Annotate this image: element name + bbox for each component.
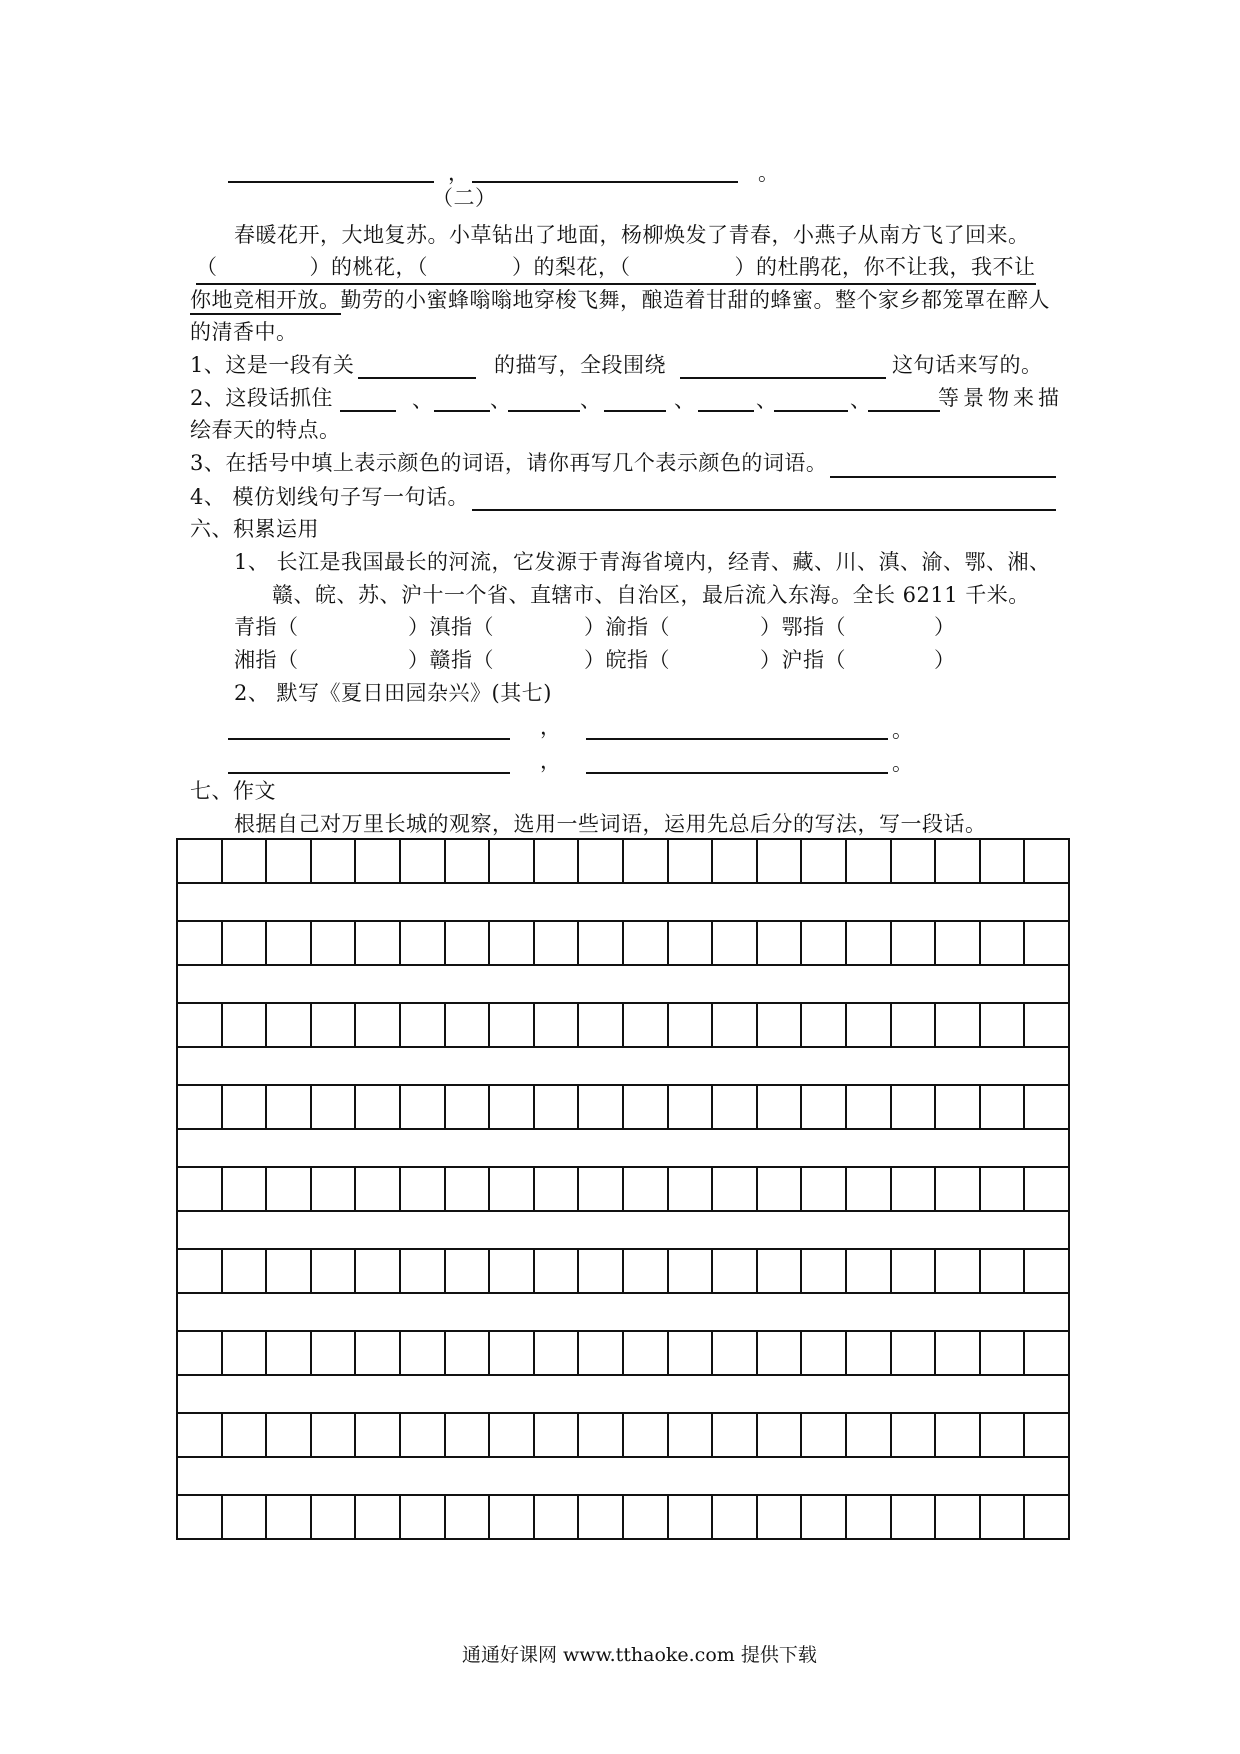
grid-cell[interactable] [533,1086,578,1128]
grid-cell[interactable] [577,1332,622,1374]
grid-cell[interactable] [934,1004,979,1046]
grid-cell[interactable] [221,1086,266,1128]
grid-cell[interactable] [176,1332,221,1374]
grid-cell[interactable] [310,1250,355,1292]
poem-blank[interactable] [228,772,510,774]
grid-cell[interactable] [934,840,979,882]
grid-cell[interactable] [399,922,444,964]
grid-cell[interactable] [488,1004,533,1046]
question-2-suffix: 等景物来描 [938,386,1063,410]
text-fragment: 勤劳的小蜜蜂嗡嗡地穿梭飞舞，酿造着甘甜的蜂蜜。整个家乡都笼罩在醉人 [340,288,1050,312]
grid-cell[interactable] [265,1414,310,1456]
grid-cell[interactable] [176,1496,221,1538]
grid-cell[interactable] [890,1004,935,1046]
grid-cell[interactable] [533,1250,578,1292]
abbr-close: ） [934,615,956,639]
grid-cell[interactable] [533,922,578,964]
grid-cell[interactable] [800,1004,845,1046]
separator: 、 [756,388,778,412]
grid-cell[interactable] [711,1250,756,1292]
footer-text: 通通好课网 www.tthaoke.com 提供下载 [462,1644,817,1666]
grid-cell[interactable] [577,1250,622,1292]
answer-blank[interactable] [604,410,666,412]
grid-cell[interactable] [979,1250,1024,1292]
grid-spacer-row [176,1376,1070,1412]
grid-cell[interactable] [934,1250,979,1292]
text-fragment: ）的杜鹃花，你不让我，我不让 [734,255,1036,279]
grid-spacer-row [176,884,1070,920]
abbr-label-hu: ）沪指（ [760,648,846,672]
grid-cell[interactable] [890,1332,935,1374]
grid-cell[interactable] [667,1004,712,1046]
paragraph-line: 1、 长江是我国最长的河流，它发源于青海省境内，经青、藏、川、滇、渝、鄂、湘、 [234,550,1051,574]
grid-cell[interactable] [399,1168,444,1210]
grid-cell[interactable] [1023,1168,1070,1210]
abbr-label-wan: ）皖指（ [584,648,670,672]
grid-cell[interactable] [711,1004,756,1046]
grid-cell[interactable] [934,1496,979,1538]
grid-cell[interactable] [310,1332,355,1374]
grid-cell[interactable] [444,1086,489,1128]
grid-cell[interactable] [310,1168,355,1210]
grid-row [176,1166,1070,1212]
grid-cell[interactable] [488,1496,533,1538]
grid-cell[interactable] [265,1004,310,1046]
grid-cell[interactable] [800,1332,845,1374]
grid-cell[interactable] [399,1496,444,1538]
grid-cell[interactable] [800,1168,845,1210]
section-heading: 六、积累运用 [190,517,319,541]
paren-open: （ [196,255,218,279]
comma-mark: ， [540,749,562,773]
grid-cell[interactable] [577,1496,622,1538]
grid-spacer-row [176,1294,1070,1330]
grid-row [176,1248,1070,1294]
grid-cell[interactable] [800,1414,845,1456]
grid-cell[interactable] [399,840,444,882]
grid-cell[interactable] [711,1086,756,1128]
paragraph-line: 的清香中。 [190,320,298,344]
answer-blank[interactable] [228,181,434,183]
grid-cell[interactable] [622,1496,667,1538]
answer-blank[interactable] [698,410,754,412]
grid-cell[interactable] [979,1332,1024,1374]
item-2: 2、 默写《夏日田园杂兴》(其七) [234,681,552,705]
grid-cell[interactable] [1023,1332,1070,1374]
grid-cell[interactable] [756,1250,801,1292]
grid-cell[interactable] [444,840,489,882]
grid-cell[interactable] [711,1496,756,1538]
grid-cell[interactable] [221,1414,266,1456]
grid-cell[interactable] [533,1414,578,1456]
grid-cell[interactable] [800,1496,845,1538]
grid-cell[interactable] [354,1250,399,1292]
paragraph-line [196,252,1036,285]
grid-cell[interactable] [890,922,935,964]
grid-cell[interactable] [979,1086,1024,1128]
grid-cell[interactable] [622,1168,667,1210]
grid-spacer-row [176,1048,1070,1084]
separator: 、 [674,388,696,412]
answer-blank[interactable] [472,181,738,183]
question-3: 3、在括号中填上表示颜色的词语，请你再写几个表示颜色的词语。 [190,451,828,475]
grid-cell[interactable] [845,840,890,882]
grid-row [176,1494,1070,1540]
abbr-label-qing: 青指（ [234,615,299,639]
composition-prompt: 根据自己对万里长城的观察，选用一些词语，运用先总后分的写法，写一段话。 [234,812,987,836]
grid-cell[interactable] [533,840,578,882]
grid-cell[interactable] [1023,1496,1070,1538]
grid-cell[interactable] [845,1414,890,1456]
grid-cell[interactable] [667,1250,712,1292]
grid-cell[interactable] [711,840,756,882]
paragraph-line [190,285,1050,315]
comma-mark: ， [448,161,470,185]
grid-cell[interactable] [354,922,399,964]
grid-cell[interactable] [310,1414,355,1456]
question-2-line2: 绘春天的特点。 [190,418,341,442]
grid-cell[interactable] [622,1332,667,1374]
grid-cell[interactable] [800,1250,845,1292]
section-heading: 七、作文 [190,779,276,803]
grid-cell[interactable] [890,1414,935,1456]
grid-cell[interactable] [577,922,622,964]
text-fragment: ）的梨花，（ [512,255,631,279]
grid-cell[interactable] [667,1496,712,1538]
answer-blank[interactable] [340,410,396,412]
grid-cell[interactable] [845,1086,890,1128]
grid-row [176,1330,1070,1376]
grid-cell[interactable] [533,1496,578,1538]
grid-cell[interactable] [176,840,221,882]
grid-cell[interactable] [667,1168,712,1210]
grid-cell[interactable] [845,922,890,964]
grid-cell[interactable] [756,1086,801,1128]
grid-cell[interactable] [444,1496,489,1538]
abbr-label-yu: ）渝指（ [584,615,670,639]
separator: 、 [580,388,602,412]
grid-cell[interactable] [265,1168,310,1210]
grid-cell[interactable] [890,840,935,882]
grid-cell[interactable] [1023,922,1070,964]
grid-cell[interactable] [577,1086,622,1128]
grid-cell[interactable] [979,1168,1024,1210]
grid-cell[interactable] [444,1250,489,1292]
grid-cell[interactable] [444,922,489,964]
grid-cell[interactable] [265,840,310,882]
grid-cell[interactable] [890,1496,935,1538]
grid-cell[interactable] [800,1086,845,1128]
grid-cell[interactable] [310,1086,355,1128]
grid-cell[interactable] [934,1414,979,1456]
grid-row [176,1084,1070,1130]
grid-cell[interactable] [221,1332,266,1374]
grid-spacer-row [176,966,1070,1002]
grid-cell[interactable] [221,1496,266,1538]
question-1-prefix: 1、这是一段有关 [190,353,355,377]
grid-cell[interactable] [354,1168,399,1210]
grid-cell[interactable] [1023,1086,1070,1128]
grid-cell[interactable] [221,1004,266,1046]
grid-cell[interactable] [577,1168,622,1210]
underlined-sentence: 你地竞相开放。 [190,288,341,315]
grid-cell[interactable] [979,1414,1024,1456]
grid-row [176,1412,1070,1458]
abbr-label-xiang: 湘指（ [234,648,299,672]
grid-cell[interactable] [979,922,1024,964]
poem-blank[interactable] [586,738,888,740]
grid-cell[interactable] [354,1414,399,1456]
grid-cell[interactable] [444,1004,489,1046]
abbr-close: ） [934,648,956,672]
grid-cell[interactable] [399,1086,444,1128]
grid-cell[interactable] [667,1414,712,1456]
paragraph-line: 赣、皖、苏、沪十一个省、直辖市、自治区，最后流入东海。全长 6211 千米。 [272,583,1030,607]
grid-cell[interactable] [354,1496,399,1538]
grid-cell[interactable] [399,1332,444,1374]
grid-cell[interactable] [845,1250,890,1292]
grid-cell[interactable] [444,1332,489,1374]
paragraph-line: 春暖花开，大地复苏。小草钻出了地面，杨柳焕发了青春，小燕子从南方飞了回来。 [234,223,1030,247]
answer-blank[interactable] [774,410,848,412]
grid-cell[interactable] [934,922,979,964]
grid-cell[interactable] [934,1332,979,1374]
answer-blank[interactable] [680,377,886,379]
grid-cell[interactable] [622,1414,667,1456]
grid-cell[interactable] [176,1086,221,1128]
grid-cell[interactable] [533,1332,578,1374]
grid-cell[interactable] [221,1168,266,1210]
grid-cell[interactable] [488,1086,533,1128]
grid-cell[interactable] [800,840,845,882]
grid-cell[interactable] [756,1168,801,1210]
grid-cell[interactable] [488,922,533,964]
grid-cell[interactable] [1023,1004,1070,1046]
question-1-middle: 的描写，全段围绕 [494,353,666,377]
answer-blank[interactable] [868,410,940,412]
grid-cell[interactable] [890,1086,935,1128]
grid-cell[interactable] [265,1332,310,1374]
grid-cell[interactable] [890,1168,935,1210]
grid-cell[interactable] [221,922,266,964]
grid-cell[interactable] [444,1168,489,1210]
grid-cell[interactable] [622,1004,667,1046]
grid-cell[interactable] [488,1250,533,1292]
abbr-label-gan: ）赣指（ [408,648,494,672]
text-fragment: ）的桃花，（ [309,255,428,279]
grid-cell[interactable] [577,840,622,882]
period-mark: 。 [892,751,914,775]
grid-cell[interactable] [265,1086,310,1128]
abbr-label-e: ）鄂指（ [760,615,846,639]
grid-cell[interactable] [176,922,221,964]
grid-cell[interactable] [756,1414,801,1456]
separator: 、 [412,388,434,412]
period-mark: 。 [758,161,780,185]
grid-cell[interactable] [622,922,667,964]
separator: 、 [850,388,872,412]
grid-cell[interactable] [310,1004,355,1046]
question-1-suffix: 这句话来写的。 [892,353,1043,377]
answer-blank[interactable] [358,377,476,379]
grid-cell[interactable] [845,1496,890,1538]
grid-cell[interactable] [221,1250,266,1292]
grid-cell[interactable] [176,1168,221,1210]
grid-cell[interactable] [265,1250,310,1292]
poem-blank[interactable] [586,772,888,774]
grid-cell[interactable] [310,1496,355,1538]
grid-cell[interactable] [399,1004,444,1046]
grid-cell[interactable] [756,1496,801,1538]
comma-mark: ， [540,715,562,739]
grid-cell[interactable] [845,1004,890,1046]
grid-cell[interactable] [354,1332,399,1374]
grid-cell[interactable] [934,1168,979,1210]
grid-cell[interactable] [310,840,355,882]
grid-cell[interactable] [354,1004,399,1046]
grid-cell[interactable] [265,922,310,964]
abbr-label-dian: ）滇指（ [408,615,494,639]
answer-blank[interactable] [508,410,580,412]
grid-cell[interactable] [354,1086,399,1128]
question-4: 4、 模仿划线句子写一句话。 [190,485,470,509]
grid-cell[interactable] [176,1414,221,1456]
grid-cell[interactable] [221,840,266,882]
grid-cell[interactable] [711,1414,756,1456]
grid-row [176,920,1070,966]
grid-cell[interactable] [176,1250,221,1292]
grid-cell[interactable] [533,1168,578,1210]
grid-cell[interactable] [488,1332,533,1374]
answer-blank[interactable] [830,476,1056,478]
grid-cell[interactable] [711,1332,756,1374]
grid-cell[interactable] [667,840,712,882]
grid-cell[interactable] [533,1004,578,1046]
grid-cell[interactable] [756,1332,801,1374]
question-2-prefix: 2、这段话抓住 [190,386,333,410]
grid-cell[interactable] [622,1250,667,1292]
grid-spacer-row [176,1130,1070,1166]
answer-blank[interactable] [472,509,1056,511]
grid-cell[interactable] [979,840,1024,882]
grid-cell[interactable] [934,1086,979,1128]
grid-row [176,1002,1070,1048]
grid-cell[interactable] [667,1086,712,1128]
grid-cell[interactable] [488,1414,533,1456]
grid-cell[interactable] [845,1168,890,1210]
grid-cell[interactable] [622,840,667,882]
grid-cell[interactable] [667,922,712,964]
grid-cell[interactable] [488,840,533,882]
grid-cell[interactable] [1023,840,1070,882]
grid-cell[interactable] [800,922,845,964]
grid-cell[interactable] [265,1496,310,1538]
grid-cell[interactable] [622,1086,667,1128]
grid-cell[interactable] [845,1332,890,1374]
grid-cell[interactable] [979,1004,1024,1046]
grid-row [176,838,1070,884]
grid-cell[interactable] [756,922,801,964]
section-heading: （二） [432,186,497,210]
grid-cell[interactable] [756,1004,801,1046]
grid-spacer-row [176,1458,1070,1494]
grid-cell[interactable] [890,1250,935,1292]
grid-cell[interactable] [756,840,801,882]
grid-spacer-row [176,1212,1070,1248]
grid-cell[interactable] [310,922,355,964]
grid-cell[interactable] [444,1414,489,1456]
grid-cell[interactable] [488,1168,533,1210]
grid-cell[interactable] [711,1168,756,1210]
grid-cell[interactable] [1023,1414,1070,1456]
grid-cell[interactable] [399,1414,444,1456]
grid-cell[interactable] [399,1250,444,1292]
poem-blank[interactable] [228,738,510,740]
answer-blank[interactable] [434,410,490,412]
grid-cell[interactable] [979,1496,1024,1538]
grid-cell[interactable] [711,922,756,964]
grid-cell[interactable] [354,840,399,882]
grid-cell[interactable] [176,1004,221,1046]
grid-cell[interactable] [667,1332,712,1374]
grid-cell[interactable] [577,1414,622,1456]
separator: 、 [490,388,512,412]
grid-cell[interactable] [1023,1250,1070,1292]
period-mark: 。 [892,718,914,742]
grid-cell[interactable] [577,1004,622,1046]
